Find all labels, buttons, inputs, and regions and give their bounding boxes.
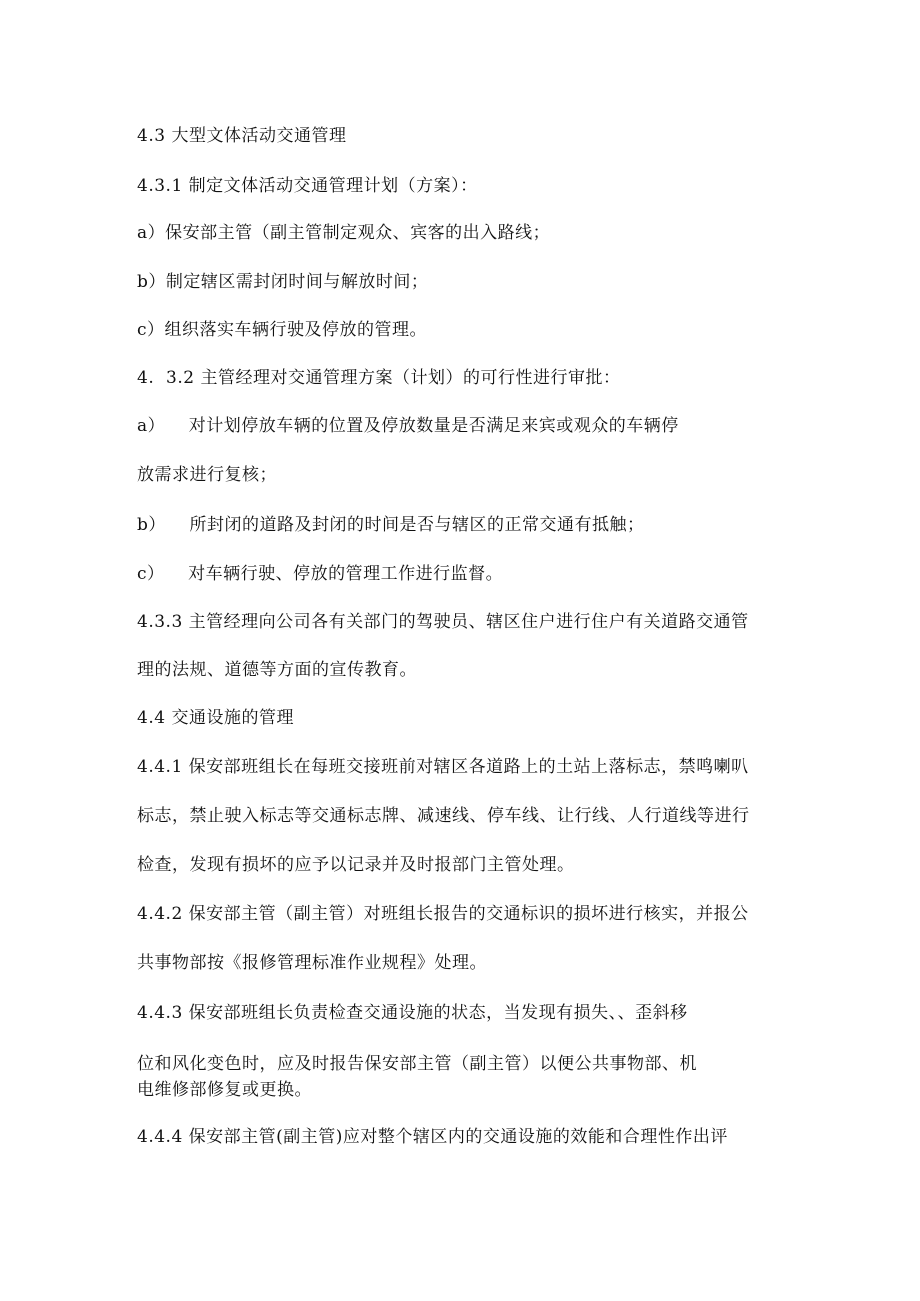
list-item-c: c）组织落实车辆行驶及停放的管理。 bbox=[137, 320, 428, 340]
list-item-b: b）制定辖区需封闭时间与解放时间； bbox=[137, 272, 429, 292]
subsection-4-3-3: 4.3.3 主管经理向公司各有关部门的驾驶员、辖区住户进行住户有关道路交通管 bbox=[137, 612, 749, 632]
paragraph-continuation: 检查，发现有损坏的应予以记录并及时报部门主管处理。 bbox=[137, 855, 575, 875]
list-item-a: a）保安部主管（副主管制定观众、宾客的出入路线； bbox=[137, 223, 551, 243]
paragraph-continuation: 共事物部按《报修管理标准作业规程》处理。 bbox=[137, 953, 487, 973]
list-item-c: c） 对车辆行驶、停放的管理工作进行监督。 bbox=[137, 564, 504, 584]
section-heading-4-4: 4.4 交通设施的管理 bbox=[137, 708, 294, 728]
subsection-4-4-3: 4.4.3 保安部班组长负责检查交通设施的状态，当发现有损失、、歪斜移 bbox=[137, 1003, 688, 1023]
list-item-b: b） 所封闭的道路及封闭的时间是否与辖区的正常交通有抵触； bbox=[137, 515, 645, 535]
subsection-4-4-2: 4.4.2 保安部主管（副主管）对班组长报告的交通标识的损坏进行核实，并报公 bbox=[137, 904, 749, 924]
section-heading-4-3: 4.3 大型文体活动交通管理 bbox=[137, 126, 347, 146]
paragraph-continuation: 放需求进行复核； bbox=[137, 465, 277, 485]
paragraph-continuation: 位和风化变色时，应及时报告保安部主管（副主管）以便公共事物部、机 bbox=[137, 1054, 697, 1074]
subsection-4-3-1: 4.3.1 制定文体活动交通管理计划（方案）： bbox=[137, 176, 478, 196]
subsection-4-4-1: 4.4.1 保安部班组长在每班交接班前对辖区各道路上的土站上落标志，禁鸣喇叭 bbox=[137, 757, 749, 777]
list-item-a: a） 对计划停放车辆的位置及停放数量是否满足来宾或观众的车辆停 bbox=[137, 416, 679, 436]
paragraph-continuation: 标志，禁止驶入标志等交通标志牌、减速线、停车线、让行线、人行道线等进行 bbox=[137, 806, 750, 826]
paragraph-continuation: 理的法规、道德等方面的宣传教育。 bbox=[137, 660, 417, 680]
subsection-4-3-2: 4. 3.2 主管经理对交通管理方案（计划）的可行性进行审批： bbox=[137, 368, 621, 388]
paragraph-continuation: 电维修部修复或更换。 bbox=[137, 1080, 312, 1100]
subsection-4-4-4: 4.4.4 保安部主管(副主管)应对整个辖区内的交通设施的效能和合理性作出评 bbox=[137, 1127, 728, 1147]
